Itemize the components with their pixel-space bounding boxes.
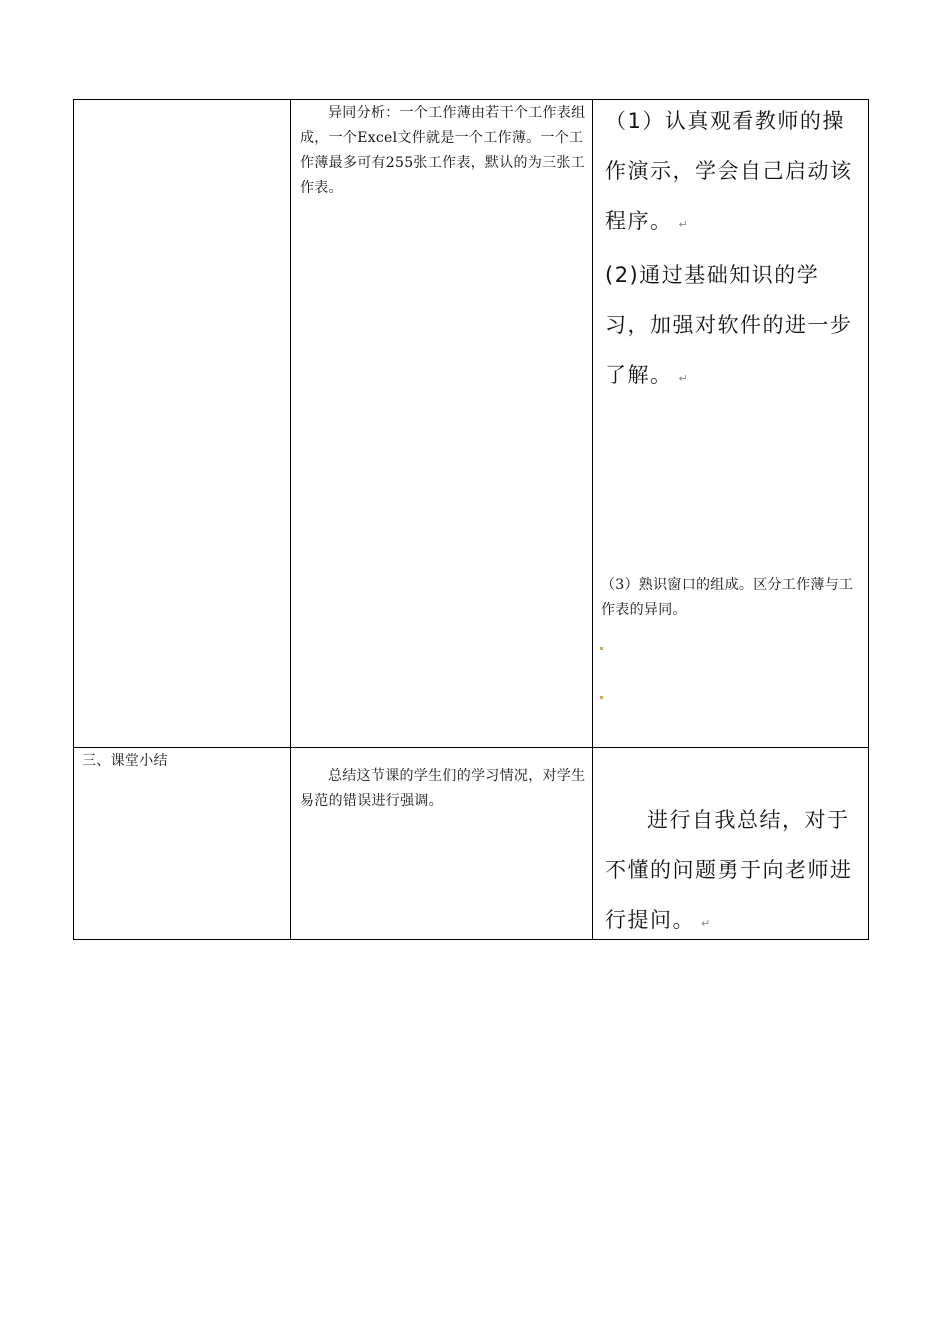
paragraph-mark: ↵ (678, 372, 690, 385)
row1-student-activity (605, 99, 863, 404)
student-activity-item-3: （3）熟识窗口的组成。区分工作薄与工作表的异同。 (601, 577, 854, 618)
row2-teacher-activity: 总结这节课的学生们的学习情况，对学生易范的错误进行强调。 (300, 768, 586, 809)
student-activity-item-2 (605, 250, 863, 404)
row-divider (73, 747, 869, 748)
row2-student-activity-text: 进行自我总结，对于不懂的问题勇于向老师进行提问。 (605, 808, 853, 932)
paragraph-mark: ↵ (701, 917, 712, 930)
table-border-right (868, 99, 869, 940)
format-mark-dot (600, 696, 603, 699)
column-divider-2 (592, 99, 593, 940)
format-mark-dot (600, 647, 603, 650)
paragraph-mark: ↵ (678, 218, 690, 231)
student-activity-text-1: （1）认真观看教师的操作演示，学会自己启动该程序。 (605, 109, 853, 233)
lesson-plan-table (73, 99, 869, 940)
row1-stage-cell (74, 100, 290, 747)
student-activity-text-2: (2)通过基础知识的学习，加强对软件的进一步了解。 (605, 263, 853, 387)
row1-teacher-activity: 异同分析：一个工作薄由若干个工作表组成，一个Excel文件就是一个工作薄。一个工作薄最多可有255张工作表，默认的为三张工作表。 (300, 105, 586, 196)
row2-student-activity (605, 795, 863, 949)
row2-stage-title: 三、课堂小结 (82, 753, 168, 769)
column-divider-1 (290, 99, 291, 940)
student-activity-item-1 (605, 96, 863, 250)
